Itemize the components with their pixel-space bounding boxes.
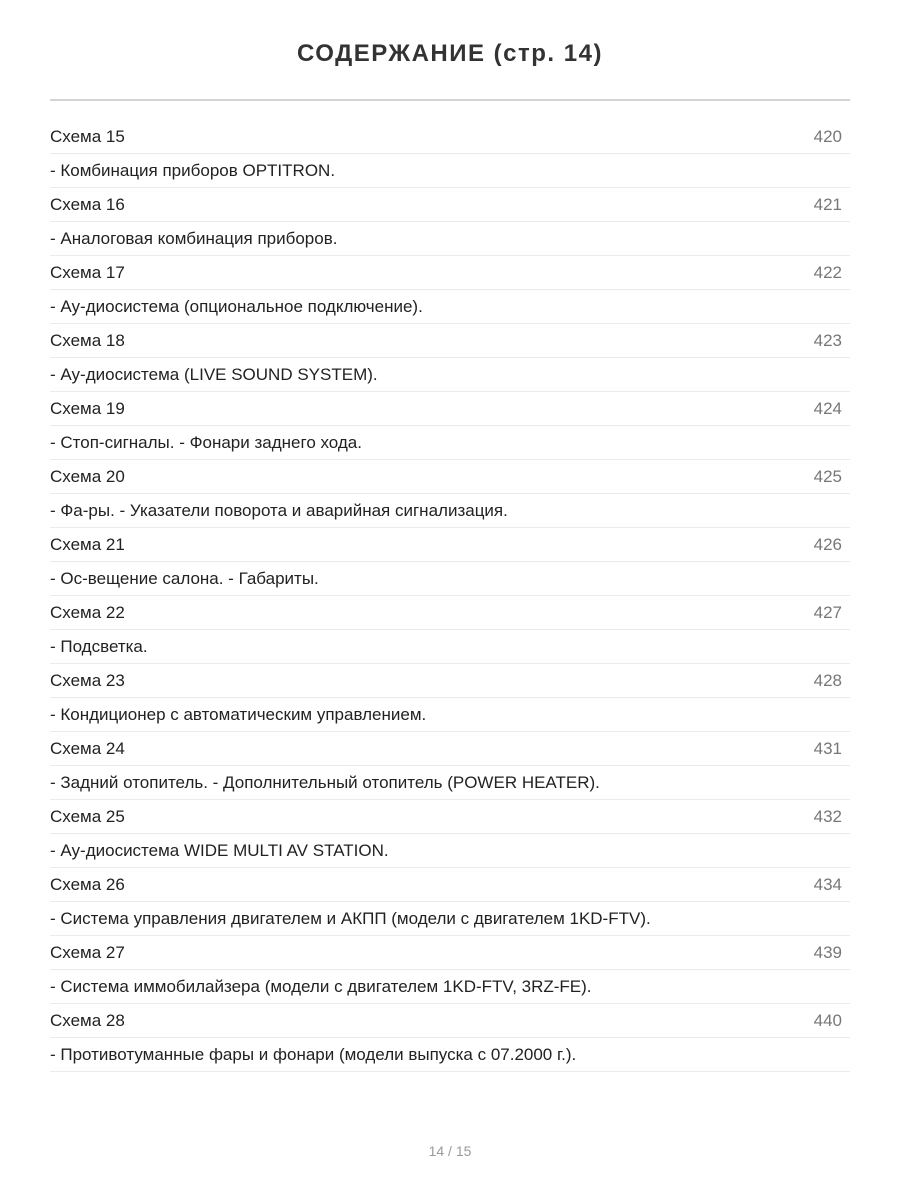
toc-entry-label: Схема 17: [50, 262, 125, 282]
page-title: СОДЕРЖАНИЕ (стр. 14): [297, 40, 603, 67]
toc-entry-page-number: 432: [813, 806, 842, 826]
toc-scheme-row: [50, 528, 850, 562]
toc-entry-page-number: 427: [813, 602, 842, 622]
toc-entry-label: Схема 24: [50, 738, 125, 758]
toc-entry-label: - Ос-вещение салона. - Габариты.: [50, 568, 319, 588]
toc-entry-label: Схема 26: [50, 874, 125, 894]
toc-description-row: [50, 358, 850, 392]
page-number: 14 / 15: [428, 1143, 472, 1159]
toc-scheme-row: [50, 936, 850, 970]
toc-entry-label: Схема 21: [50, 534, 125, 554]
toc-entry-label: Схема 19: [50, 398, 125, 418]
toc-entry-label: - Ау-диосистема (опциональное подключение).: [50, 296, 423, 316]
toc-scheme-row: [50, 392, 850, 426]
toc-entry-label: Схема 15: [50, 126, 125, 146]
toc-entry-page-number: 428: [813, 670, 842, 690]
toc-entry-label: - Система иммобилайзера (модели с двигателем 1KD-FTV, 3RZ-FE).: [50, 976, 592, 996]
toc-entry-label: - Ау-диосистема WIDE MULTI AV STATION.: [50, 840, 389, 860]
toc-entry-label: - Стоп-сигналы. - Фонари заднего хода.: [50, 432, 362, 452]
toc-scheme-row: [50, 596, 850, 630]
toc-description-row: [50, 698, 850, 732]
toc-entry-label: - Ау-диосистема (LIVE SOUND SYSTEM).: [50, 364, 378, 384]
toc-entry-label: Схема 22: [50, 602, 125, 622]
toc-scheme-row: [50, 188, 850, 222]
toc-description-row: [50, 426, 850, 460]
toc-entry-label: - Аналоговая комбинация приборов.: [50, 228, 338, 248]
title-divider: [50, 99, 850, 101]
toc-description-row: [50, 630, 850, 664]
toc-entry-label: Схема 28: [50, 1010, 125, 1030]
toc-description-row: [50, 834, 850, 868]
toc-description-row: [50, 494, 850, 528]
toc-entry-page-number: 431: [813, 738, 842, 758]
toc-entry-page-number: 422: [813, 262, 842, 282]
toc-entry-label: - Противотуманные фары и фонари (модели выпуска с 07.2000 г.).: [50, 1044, 577, 1064]
toc-entry-page-number: 423: [813, 330, 842, 350]
toc-scheme-row: [50, 120, 850, 154]
toc-entry-page-number: 426: [813, 534, 842, 554]
toc-description-row: [50, 1038, 850, 1072]
toc-entry-label: - Задний отопитель. - Дополнительный отопитель (POWER HEATER).: [50, 772, 600, 792]
toc-entry-page-number: 424: [813, 398, 842, 418]
toc-scheme-row: [50, 1004, 850, 1038]
toc-scheme-row: [50, 868, 850, 902]
toc-description-row: [50, 902, 850, 936]
toc-entry-page-number: 421: [813, 194, 842, 214]
toc-scheme-row: [50, 664, 850, 698]
toc-entry-label: Схема 25: [50, 806, 125, 826]
toc-description-row: [50, 222, 850, 256]
toc-entry-label: Схема 23: [50, 670, 125, 690]
toc-entry-label: - Подсветка.: [50, 636, 148, 656]
toc-description-row: [50, 562, 850, 596]
toc-entry-page-number: 425: [813, 466, 842, 486]
toc-entry-page-number: 439: [813, 942, 842, 962]
toc-entry-label: Схема 20: [50, 466, 125, 486]
toc-entry-label: Схема 16: [50, 194, 125, 214]
toc-description-row: [50, 970, 850, 1004]
toc-entry-label: Схема 27: [50, 942, 125, 962]
toc-list: [50, 120, 850, 1072]
toc-scheme-row: [50, 324, 850, 358]
toc-scheme-row: [50, 256, 850, 290]
toc-description-row: [50, 154, 850, 188]
toc-description-row: [50, 290, 850, 324]
toc-entry-page-number: 434: [813, 874, 842, 894]
toc-entry-page-number: 420: [813, 126, 842, 146]
toc-entry-page-number: 440: [813, 1010, 842, 1030]
toc-entry-label: - Кондиционер с автоматическим управлением.: [50, 704, 427, 724]
toc-scheme-row: [50, 732, 850, 766]
toc-description-row: [50, 766, 850, 800]
toc-scheme-row: [50, 460, 850, 494]
toc-entry-label: Схема 18: [50, 330, 125, 350]
toc-entry-label: - Система управления двигателем и АКПП (модели с двигателем 1KD-FTV).: [50, 908, 651, 928]
toc-scheme-row: [50, 800, 850, 834]
toc-entry-label: - Фа-ры. - Указатели поворота и аварийная сигнализация.: [50, 500, 508, 520]
toc-entry-label: - Комбинация приборов OPTITRON.: [50, 160, 336, 180]
